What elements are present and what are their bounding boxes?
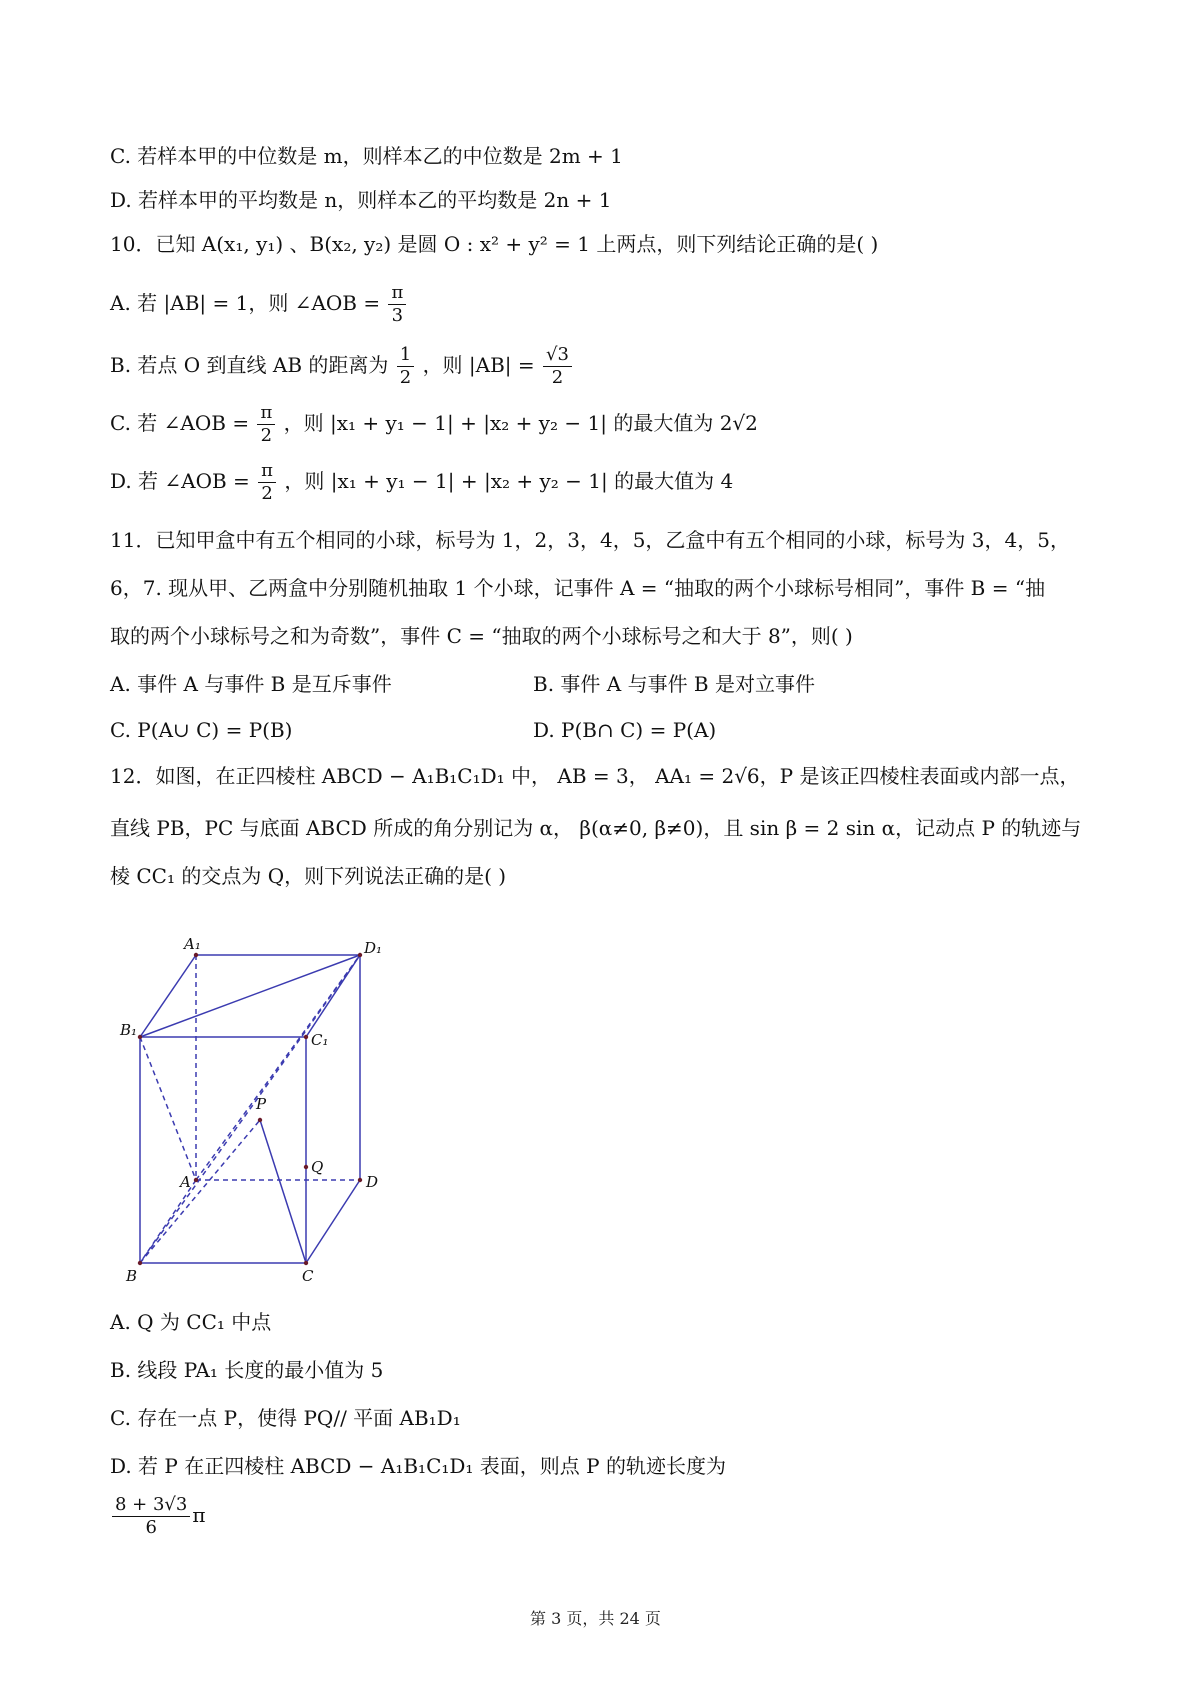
- point-p: [258, 1118, 262, 1122]
- q10-option-c: C. 若 ∠AOB = $\frac{\pi}{2}$ ，则 |x₁ + y₁ − 1| + |x₂ + y₂ − 1| 的最大值为 2√2: [110, 402, 758, 446]
- label-q: Q: [311, 1158, 324, 1176]
- label-b1: B₁: [120, 1021, 138, 1039]
- point-c1: [304, 1035, 308, 1039]
- fraction: $\frac{1}{2}$: [397, 344, 414, 389]
- fraction: $\frac{\pi}{2}$: [257, 402, 275, 447]
- q12-option-b: B. 线段 PA₁ 长度的最小值为 5: [110, 1358, 384, 1382]
- page-footer: 第 3 页，共 24 页: [530, 1609, 661, 1628]
- q11-option-c: C. P(A∪ C) = P(B): [110, 718, 293, 742]
- q12-line-3: 棱 CC₁ 的交点为 Q，则下列说法正确的是( ): [110, 864, 507, 888]
- point-d1: [358, 953, 362, 957]
- label-p: P: [256, 1095, 267, 1113]
- point-b1: [138, 1035, 142, 1039]
- edge-b-p: [140, 1120, 260, 1263]
- q12-option-d: D. 若 P 在正四棱柱 ABCD − A₁B₁C₁D₁ 表面，则点 P 的轨迹长度为: [110, 1454, 726, 1478]
- q12-option-a: A. Q 为 CC₁ 中点: [110, 1310, 272, 1334]
- q11-option-d: D. P(B∩ C) = P(A): [533, 718, 717, 742]
- q11-option-b: B. 事件 A 与事件 B 是对立事件: [533, 672, 815, 696]
- q11-line-2: 6，7. 现从甲、乙两盒中分别随机抽取 1 个小球，记事件 A = “抽取的两个小球标号相同”，事件 B = “抽: [110, 576, 1046, 600]
- label-d1: D₁: [364, 939, 383, 957]
- edge-b1-a: [140, 1037, 196, 1180]
- q12-line-1: 12．如图，在正四棱柱 ABCD − A₁B₁C₁D₁ 中， AB = 3， AA₁ = 2√6，P 是该正四棱柱表面或内部一点，: [110, 764, 1080, 788]
- q11-line-1: 11．已知甲盒中有五个相同的小球，标号为 1，2，3，4，5，乙盒中有五个相同的小球，标号为 3，4，5，: [110, 528, 1070, 552]
- fraction: $\frac{\pi}{3}$: [388, 282, 406, 327]
- fraction: $\frac{√3}{2}$: [543, 344, 572, 389]
- point-q: [304, 1165, 308, 1169]
- edge-a1-b1: [140, 955, 196, 1037]
- prism-figure: [110, 925, 400, 1295]
- edge-c-d: [306, 1180, 360, 1263]
- point-c: [304, 1261, 308, 1265]
- label-c1: C₁: [311, 1031, 329, 1049]
- q10-option-b: B. 若点 O 到直线 AB 的距离为 $\frac{1}{2}$ ，则 |AB| = $\frac{√3}{2}$: [110, 344, 574, 389]
- edge-b1-d1: [140, 955, 360, 1037]
- q10-option-d: D. 若 ∠AOB = $\frac{\pi}{2}$ ，则 |x₁ + y₁ − 1| + |x₂ + y₂ − 1| 的最大值为 4: [110, 460, 734, 504]
- q10-stem: 10．已知 A(x₁, y₁) 、B(x₂, y₂) 是圆 O : x² + y² = 1 上两点，则下列结论正确的是( ): [110, 232, 879, 256]
- label-d: D: [366, 1173, 379, 1191]
- edge-b-d1: [140, 955, 360, 1263]
- q11-line-3: 取的两个小球标号之和为奇数”，事件 C = “抽取的两个小球标号之和大于 8”，则( ): [110, 624, 853, 648]
- q12-option-d-answer: $\frac{8 + 3√3}{6}$ π: [110, 1494, 206, 1539]
- q10-option-a: A. 若 |AB| = 1，则 ∠AOB = $\frac{\pi}{3}$: [110, 282, 408, 327]
- label-a1: A₁: [184, 935, 201, 953]
- q9-option-d: D. 若样本甲的平均数是 n，则样本乙的平均数是 2n + 1: [110, 188, 612, 212]
- point-a1: [194, 953, 198, 957]
- q12-line-2: 直线 PB，PC 与底面 ABCD 所成的角分别记为 α， β(α≠0, β≠0)，且 sin β = 2 sin α，记动点 P 的轨迹与: [110, 816, 1082, 840]
- q9-option-c: C. 若样本甲的中位数是 m，则样本乙的中位数是 2m + 1: [110, 144, 623, 168]
- label-c: C: [302, 1267, 314, 1285]
- q11-option-a: A. 事件 A 与事件 B 是互斥事件: [110, 672, 392, 696]
- point-a: [194, 1178, 198, 1182]
- point-b: [138, 1261, 142, 1265]
- point-d: [358, 1178, 362, 1182]
- fraction: $\frac{8 + 3√3}{6}$: [112, 1494, 190, 1539]
- edge-p-c: [260, 1120, 306, 1263]
- fraction: $\frac{\pi}{2}$: [258, 460, 276, 505]
- label-a: A: [180, 1173, 191, 1191]
- label-b: B: [126, 1267, 138, 1285]
- q12-option-c: C. 存在一点 P，使得 PQ// 平面 AB₁D₁: [110, 1406, 461, 1430]
- edge-a-b: [140, 1180, 196, 1263]
